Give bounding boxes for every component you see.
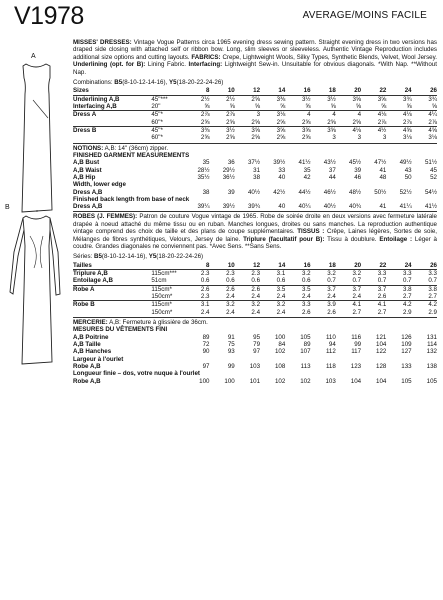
notions-fr: MERCERIE: A,B: Fermeture à glissière de 36cm.: [73, 318, 208, 326]
table-row: Robe A,B 97 99 103 108 113 118 123 128 133 138: [73, 362, 437, 370]
dress-a-sketch: [0, 60, 70, 220]
measurements-table-fr: [73, 334, 437, 385]
yardage-table-en: [73, 87, 437, 141]
description-fr: ROBES (J. FEMMES): Patron de couture Vogue vintage de 1965. Robe de soirée droite en deux versions avec fermeture latérale drapée à noeud attaché du même tissu ou en ruban. Manches longues, droites ou sans manches. La reproduction authentique vintage comprend des choix de taille et des plans de coupe supplémentaires. TISSUS : Crêpe, Laines légères, Sortes de soie, Mélanges de fibres synthétiques, Velours, Jersey de laine. Triplure (facultatif pour B): Tissu à doublure. Entoilage : Léger à coudre. Grandes diagonales ne conviennent pas. *Avec Sens. **Sans Sens.: [73, 213, 437, 251]
table-row: Entoilage A,B 51cm 0.6 0.6 0.6 0.6 0.6 0.7 0.7 0.7 0.7 0.7: [73, 277, 437, 285]
table-row: Longueur finie – dos, votre nuque à l'ourlet: [73, 370, 200, 378]
pattern-number: V1978: [14, 2, 84, 30]
table-row: Robe A 115cm* 2.6 2.6 2.6 3.5 3.5 3.7 3.7 3.7 3.8 3.8: [73, 285, 437, 293]
table-row: 150cm* 2.3 2.4 2.4 2.4 2.4 2.4 2.4 2.6 2.7 2.7: [151, 293, 437, 301]
table-row: Triplure A,B 115cm*** 2.3 2.3 2.3 3.1 3.2 3.2 3.2 3.3 3.3 3.3: [73, 270, 437, 278]
table-row: Robe A,B 100 100 101 102 102 103 104 104 105 105: [73, 377, 437, 385]
view-label-a: A: [31, 53, 36, 60]
table-row: Dress B 45"* 3⅜ 3½ 3⅝ 3⅝ 3⅝ 3⅝ 4⅛ 4½ 4⅝ 4⅝: [73, 126, 437, 134]
description-en: MISSES' DRESSES: Vintage Vogue Patterns circa 1965 evening dress sewing pattern. Straight evening dress in two versions has draped side closing with attached self or ribbon bow. Long, slim sleeves or sleeveless. Authentic Vintage Reproduction includes additional size options and cutting layouts. FABRICS: Crepe, Lightweight Wools, Silky Types, Synthetic Blends, Velvet, Wool Jersey. Underlining (opt. for B): Lining Fabric. Interfacing: Lightweight Sew-in. Unsuitable for obvious diagonals. *With Nap. **Without Nap.: [73, 39, 437, 76]
difficulty-label: AVERAGE/MOINS FACILE: [302, 10, 427, 21]
sizes-header-row: Sizes 8 10 12 14 16 18 20 22 24 26: [73, 87, 437, 95]
table-row: Dress A,B 39¼ 39½ 39¾ 40 40¼ 40½ 40¾ 41 41¼ 41½: [73, 203, 437, 211]
table-row: Interfacing A,B 20" ⅝ ⅝ ⅝ ⅝ ⅝ ⅝ ⅝ ⅝ ⅝ ⅝: [73, 103, 437, 111]
dress-b-sketch: [0, 212, 70, 382]
table-row: Finished back length from base of neck: [73, 195, 190, 203]
table-row: Robe B 115cm* 3.1 3.2 3.2 3.2 3.3 3.9 4.1 4.1 4.2 4.2: [73, 301, 437, 309]
table-row: A,B Hip 35½ 36½ 38 40 42 44 46 48 50 52: [73, 173, 437, 181]
table-row: Underlining A,B 45"*** 2½ 2½ 2⅝ 3⅜ 3½ 3½ 3⅝ 3⅝ 3¾ 3¾: [73, 95, 437, 103]
table-row: A,B Taille 72 75 79 84 89 94 99 104 109 114: [73, 341, 437, 349]
table-row: A,B Bust 35 36 37½ 39½ 41½ 43½ 45½ 47½ 49½ 51½: [73, 159, 437, 167]
pattern-info: [73, 39, 437, 385]
table-row: A,B Poitrine 89 91 95 100 105 110 116 121 126 131: [73, 333, 437, 341]
table-row: 60"* 2⅝ 2⅝ 2⅝ 2⅝ 2⅝ 2⅝ 2⅝ 2⅞ 2⅞ 2⅞: [151, 118, 437, 126]
table-row: 150cm* 2.4 2.4 2.4 2.4 2.6 2.6 2.7 2.7 2.9 2.9: [151, 308, 437, 316]
view-sketches: [0, 40, 70, 600]
notions-en: NOTIONS: A,B: 14" (36cm) zipper.: [73, 144, 169, 152]
table-row: A,B Hanches 90 93 97 102 107 112 117 122 127 132: [73, 348, 437, 356]
sizes-header-row: Tailles 8 10 12 14 16 18 20 22 24 26: [73, 261, 437, 269]
measurements-table-en: [73, 159, 437, 210]
table-row: Width, lower edge: [73, 181, 126, 189]
combinations-en: Combinations: B5(8-10-12-14-16), Y5(18-20-22-24-26): [73, 79, 224, 87]
table-row: Dress A,B 38 39 40½ 42½ 44½ 46½ 48½ 50½ 52½ 54½: [73, 188, 437, 196]
table-row: Dress A 45"* 2⅞ 2⅞ 3 3⅛ 4 4 4 4⅛ 4⅛ 4¼: [73, 111, 437, 119]
combinations-fr: Séries: B5(8-10-12-14-16), Y5(18-20-22-24-26): [73, 253, 204, 261]
table-row: Largeur à l'ourlet: [73, 355, 124, 363]
finished-title-fr: MESURES DU VÊTEMENTS FINI: [73, 326, 168, 334]
table-row: 60"* 2⅝ 2⅝ 2⅝ 2⅝ 2⅝ 3 3 3 3⅛ 3⅛: [151, 134, 437, 142]
table-row: A,B Waist 28½ 29½ 31 33 35 37 39 41 43 45: [73, 166, 437, 174]
finished-title-en: FINISHED GARMENT MEASUREMENTS: [73, 151, 190, 159]
yardage-table-fr: [73, 262, 437, 316]
view-label-b: B: [5, 204, 10, 211]
